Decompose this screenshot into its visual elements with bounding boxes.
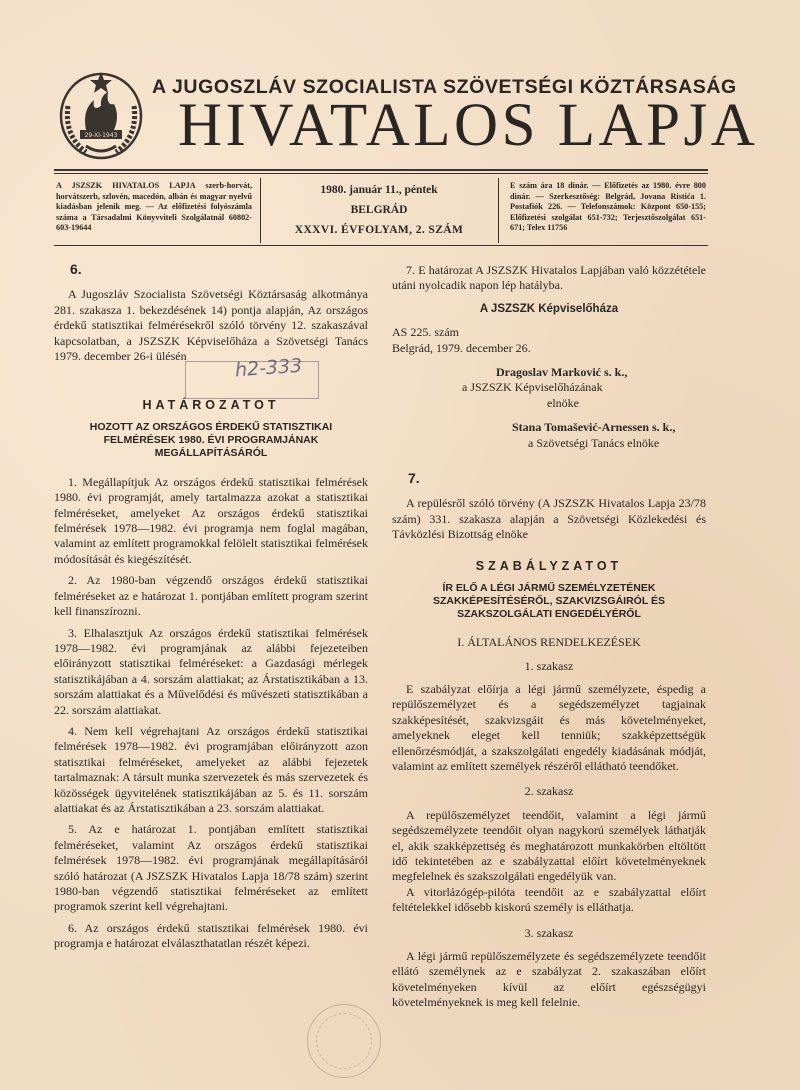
signatory-2-name: Stana Tomašević-Arnessen s. k.,: [512, 420, 676, 435]
act6-point-5: 5. Az e határozat 1. pontjában említett statisztikai felméréseket, valamint Az országos érdekű statisztikai felmérések 1978—1982. évi programjának megállapításáról szóló határozat (A JSZSZK Hivatalos Lapja 18/78 szám) szerint 1980-ban végzendő statisztikai felméréseket az említett programok szerint kell végrehajtani.: [54, 822, 368, 914]
info-issue: [268, 180, 490, 240]
signatory-1-title-1: a JSZSZK Képviselőházának: [462, 380, 603, 395]
state-emblem-icon: [56, 66, 146, 162]
info-divider-right: [498, 178, 499, 243]
act6-point-4: 4. Nem kell végrehajtani Az országos érdekű statisztikai felmérések 1978—1982. évi programjában előirányzott azon statisztikai felméréseket, amelyeket az alábbi fejezetek tartalmaznak: A társult munka szervezetek és más szervezetek és közösségek ügyvitelének statisztikájában az 5. és 11. sorszám alattiakat és az Árstatisztikában a 23. sorszám alattiakat.: [54, 723, 368, 815]
act6-point-7: 7. E határozat A JSZSZK Hivatalos Lapjában való közzététele utáni nyolcadik napon lép hatályba.: [392, 263, 706, 293]
act6-intro: A Jugoszláv Szocialista Szövetségi Köztársaság alkotmánya 281. szakasza 1. bekezdésének 14) pontja alapján, Az országos érdekű statisztikai felmérésekről szóló törvény 12. szakaszával kapcsolatban, a JSZSZK Képviselőháza a Szövetségi Tanács 1979. december 26-i ülésén: [54, 287, 368, 364]
section-2-heading: 2. szakasz: [524, 784, 574, 799]
reference-number: AS 225. szám: [392, 325, 459, 340]
signatory-2-title: a Szövetségi Tanács elnöke: [528, 435, 660, 450]
info-divider-left: [260, 178, 261, 243]
section-1-heading: 1. szakasz: [524, 658, 574, 673]
round-stamp: [307, 1004, 381, 1078]
issuer: A JSZSZK Képviselőháza: [479, 302, 619, 315]
issue-city: BELGRÁD: [350, 204, 408, 216]
act-number-7: 7.: [408, 470, 420, 487]
header-rule-bottom: [54, 245, 708, 246]
signatory-1-title-2: elnöke: [547, 395, 579, 410]
section-3-heading: 3. szakasz: [524, 925, 574, 940]
issue-edition: XXXVI. ÉVFOLYAM, 2. SZÁM: [294, 224, 464, 236]
chapter-heading: I. ÁLTALÁNOS RENDELKEZÉSEK: [457, 635, 641, 650]
header-rule-top: [54, 169, 708, 171]
registration-stamp-number: h2-333: [234, 354, 303, 382]
act7-doc-type: SZABÁLYZATOT: [475, 558, 623, 573]
right-column: [392, 263, 706, 1011]
act7-subject: ÍR ELŐ A LÉGI JÁRMŰ SZEMÉLYZETÉNEK SZAKKÉPESÍTÉSÉRŐL, SZAKVIZSGÁIRÓL ÉS SZAKSZOLGÁLATI ENGEDÉLYÉRŐL: [432, 582, 665, 621]
act6-point-2: 2. Az 1980-ban végzendő országos érdekű statisztikai felméréseket az e határozat 1. pontjában említett program szerint kell finanszírozni.: [54, 573, 368, 619]
act6-point-6: 6. Az országos érdekű statisztikai felmérések 1980. évi programja e határozat elválaszthatatlan részét képezi.: [54, 920, 368, 951]
masthead-title: HIVATALOS LAPJA: [178, 92, 759, 159]
act6-point-1: 1. Megállapítjuk Az országos érdekű statisztikai felmérések 1980. évi programját, amely tartalmazza azokat a statisztikai felméréseket, amelyeket Az országos érdekű statisztikai felmérések 1978—1982. évi programja nem foglal magában, valamint az említett programokkal felölelt statisztikai felmérések módosítását és kiegészítését.: [54, 474, 368, 566]
act7-intro: A repülésről szóló törvény (A JSZSZK Hivatalos Lapja 23/78 szám) 331. szakasza alapján a Szövetségi Közlekedési és Távközlési Bizottság elnöke: [392, 496, 706, 542]
section-1-text: E szabályzat előírja a légi jármű személyzete, éspedig a repülőszemélyzet és a segédszemélyzet tagjainak szakképesítését, szakvizsgáit és más követelményeket, amelyeknek eleget kell tenniük; szakképzettségük ellenőrzésmódját, a szakszolgálati engedély kiadásának módját, valamint az említett személyek részéről ellátható teendőket.: [392, 681, 706, 773]
section-3-text: A légi jármű repülőszemélyzete és segédszemélyzete teendőit ellátó személynek az e szabályzat 2. szakaszában előírt követelményeken kívül az előírt egészségügyi követelményeknek is meg kell felelnie.: [392, 949, 706, 1010]
masthead-kicker: A JUGOSZLÁV SZOCIALISTA SZÖVETSÉGI KÖZTÁRSASÁG: [152, 76, 737, 98]
act-number-6: 6.: [70, 261, 82, 277]
header-rule-top-thin: [54, 173, 708, 174]
section-2-text-1: A repülőszemélyzet teendőit, valamint a légi jármű segédszemélyzete teendőit olyan nagykorú személyek láthatják el, akik szakképzettség és meghatározott munkakörben eltöltött idő tekintetében az e szabályzattal előírt követelményeknek megfelelnek és szakszolgálati engedélyük van.: [392, 807, 706, 884]
act6-point-3: 3. Elhalasztjuk Az országos érdekű statisztikai felmérések 1978—1982. évi programjának az alábbi fejezeteiben előirányzott statisztikai felméréseket: a Gazdasági mérlegek statisztikájában a 4. sorszám alattiakat; az Árstatisztikában a 13. sorszám alattiakat és a Művelődési és művészeti statisztikában a 22. sorszám alattiakat.: [54, 625, 368, 717]
issue-date: 1980. január 11., péntek: [320, 184, 438, 196]
act6-doc-type: HATÁROZATOT: [142, 398, 280, 413]
place-date: Belgrád, 1979. december 26.: [392, 340, 531, 355]
emblem-date: 29-XI-1943: [84, 132, 118, 139]
signatory-1-name: Dragoslav Marković s. k.,: [496, 365, 628, 380]
info-subscription-note: E szám ára 18 dinár. — Előfizetés az 1980. évre 800 dinár. — Szerkesztőség: Belgrád, Jovana Ristića 1. Postafiók 226. — Telefonszámok: Központ 650-155; Előfizetési szolgálat 651-732; Terjesztőszolgálat 651-671; Telex 11756: [510, 181, 706, 233]
section-2-text-2: A vitorlázógép-pilóta teendőit az e szabályzattal előírt feltételekkel idősebb kiskorú személy is elláthatja.: [392, 884, 706, 915]
act6-subject: HOZOTT AZ ORSZÁGOS ÉRDEKŰ STATISZTIKAI FELMÉRÉSEK 1980. ÉVI PROGRAMJÁNAK MEGÁLLAPÍTÁSÁRÓL: [89, 420, 333, 459]
info-publication-note: A JSZSZK HIVATALOS LAPJA szerb-horvát, horvátszerb, szlovén, macedón, albán és magyar nyelvű kiadásban jelenik meg. — Az előfizetési folyószámla száma a Társadalmi Könyvviteli Szolgálatnál 60802-603-19644: [56, 181, 252, 233]
